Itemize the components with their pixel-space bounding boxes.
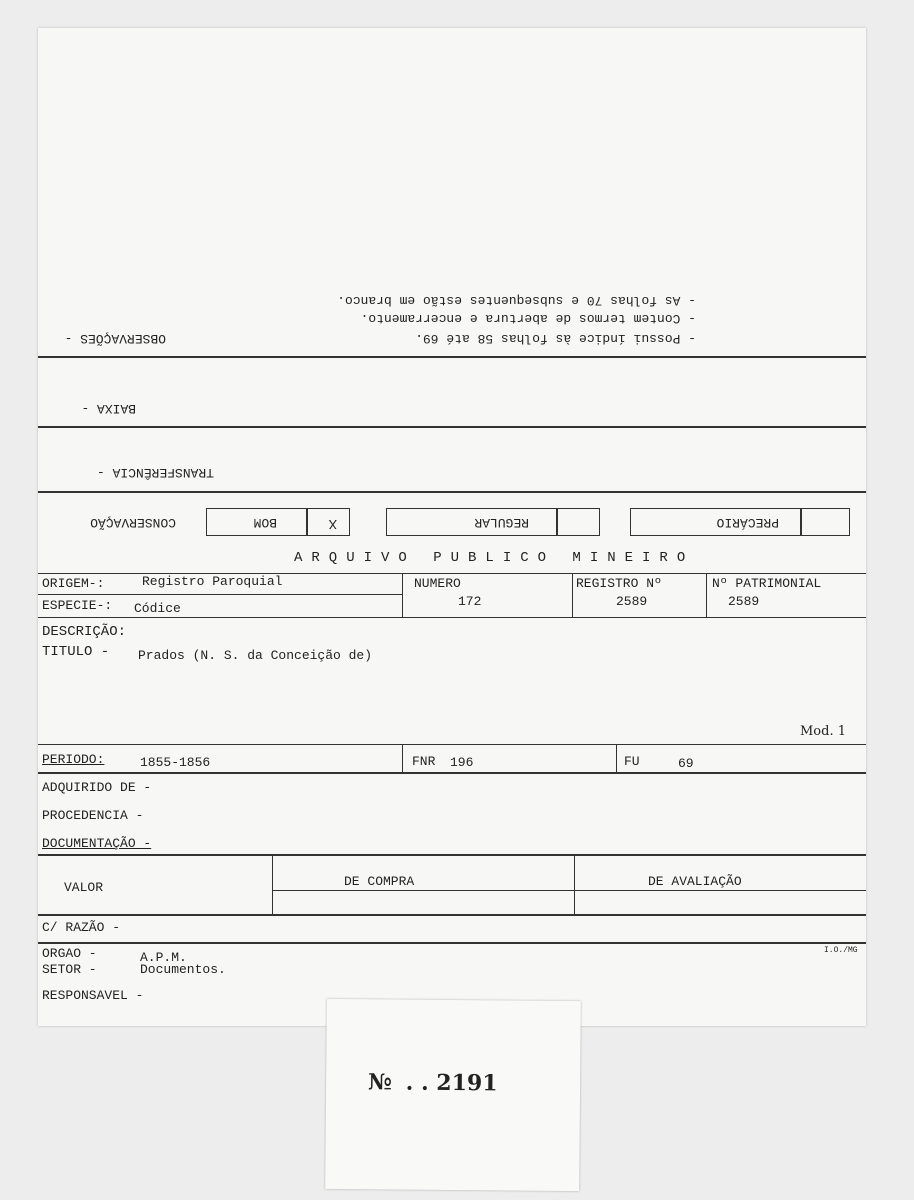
transferencia-label: TRANSFERÊNCIA -	[96, 465, 214, 480]
numero-label: NUMERO	[414, 576, 461, 591]
inverted-section	[38, 28, 866, 548]
valor-label: VALOR	[64, 880, 104, 895]
titulo-value: Prados (N. S. da Conceição de)	[138, 648, 373, 663]
titulo-label: TITULO -	[42, 644, 110, 660]
baixa-label: BAIXA -	[81, 401, 136, 416]
procedencia-label: PROCEDENCIA -	[42, 808, 144, 823]
bom-label: BOM	[253, 515, 277, 530]
periodo-value: 1855-1856	[140, 755, 211, 770]
numero-symbol: №	[367, 1069, 393, 1096]
divider	[38, 942, 866, 944]
setor-value: Documentos.	[140, 962, 226, 977]
obs-line: - Possui índice às folhas 58 até 69.	[415, 331, 696, 346]
responsavel-label: RESPONSAVEL -	[42, 988, 144, 1003]
documentacao-label: DOCUMENTAÇÃO -	[42, 836, 152, 851]
bom-box	[206, 508, 308, 536]
divider	[38, 744, 866, 745]
regular-checkbox[interactable]	[556, 508, 600, 536]
model-number: Mod. 1	[800, 724, 846, 739]
fnr-label: FNR	[412, 754, 436, 769]
observacoes-label: OBSERVAÇÕES -	[64, 331, 166, 346]
divider	[38, 914, 866, 916]
divider	[38, 426, 866, 428]
registro-value: 2589	[616, 594, 648, 609]
bom-checkbox[interactable]	[306, 508, 350, 536]
de-compra-label: DE COMPRA	[344, 874, 415, 889]
fnr-value: 196	[450, 755, 474, 770]
especie-label: ESPECIE-:	[42, 598, 113, 613]
origem-value: Registro Paroquial	[142, 574, 283, 589]
archive-header: ARQUIVO PUBLICO MINEIRO	[294, 550, 695, 566]
periodo-label: PERIODO:	[42, 752, 105, 767]
regular-label: REGULAR	[474, 515, 529, 530]
conservacao-label: CONSERVAÇÃO	[90, 515, 176, 530]
registro-label: REGISTRO Nº	[576, 576, 662, 591]
divider	[38, 854, 866, 856]
especie-value: Códice	[134, 601, 181, 616]
divider	[38, 772, 866, 774]
sticker-number	[368, 1069, 498, 1096]
orgao-value: A.P.M.	[140, 950, 187, 965]
obs-line: - As folhas 70 e subsequentes estão em branco.	[337, 293, 696, 308]
precario-box	[630, 508, 802, 536]
divider	[38, 491, 866, 493]
descricao-label: DESCRIÇÃO:	[42, 624, 127, 640]
precario-label: PRECÁRIO	[716, 515, 779, 530]
obs-line: - Contem termos de abertura e encerramento.	[360, 311, 696, 326]
sticker-number-value: . . 2191	[405, 1069, 498, 1097]
de-avaliacao-label: DE AVALIAÇÃO	[648, 874, 742, 889]
bom-x-mark: X	[328, 515, 337, 531]
patrimonial-value: 2589	[728, 594, 760, 609]
divider	[272, 890, 866, 891]
divider	[38, 356, 866, 358]
catalog-card	[38, 28, 866, 1026]
fu-value: 69	[678, 756, 694, 771]
divider	[38, 594, 402, 595]
divider	[38, 617, 866, 618]
patrimonial-label: Nº PATRIMONIAL	[712, 576, 822, 591]
razao-label: C/ RAZÃO -	[42, 920, 121, 935]
origem-label: ORIGEM-:	[42, 576, 105, 591]
number-sticker	[325, 999, 581, 1191]
adquirido-label: ADQUIRIDO DE -	[42, 780, 152, 795]
setor-label: SETOR -	[42, 962, 97, 977]
numero-value: 172	[458, 594, 482, 609]
precario-checkbox[interactable]	[800, 508, 850, 536]
orgao-label: ORGAO -	[42, 946, 97, 961]
io-mg-mark: I.O./MG	[824, 946, 858, 955]
fu-label: FU	[624, 754, 640, 769]
regular-box	[386, 508, 558, 536]
